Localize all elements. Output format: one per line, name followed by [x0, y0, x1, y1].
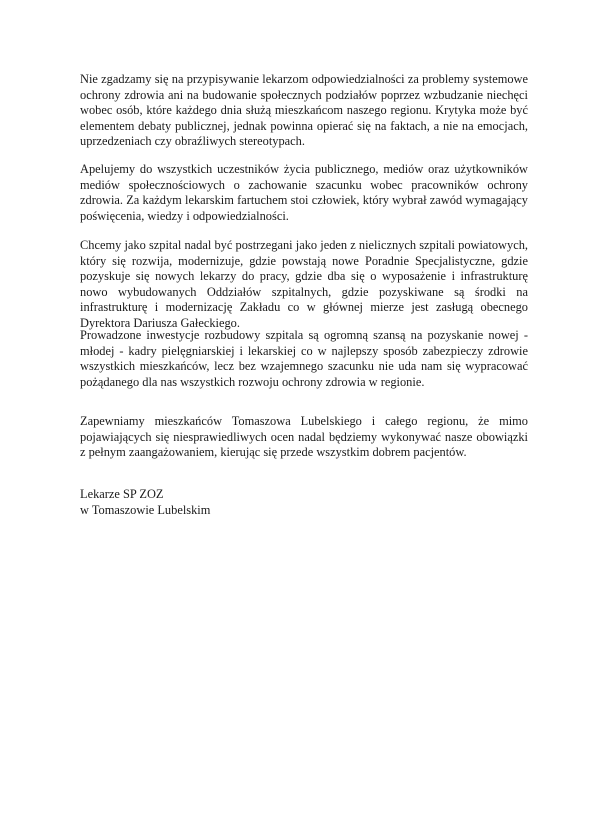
document-body: [80, 162, 528, 224]
document-body: [80, 72, 528, 150]
paragraph-assurance: Zapewniamy mieszkańców Tomaszowa Lubelskiego i całego regionu, że mimo pojawiających się niesprawiedliwych ocen nadal będziemy wykonywać nasze obowiązki z pełnym zaangażowaniem, kierując się przede wszystkim dobrem pacjentów.: [80, 414, 528, 460]
signature-block: [80, 487, 528, 518]
paragraph-appeal: Apelujemy do wszystkich uczestników życia publicznego, mediów oraz użytkowników mediów społecznościowych o zachowanie szacunku wobec pracowników ochrony zdrowia. Za każdym lekarskim fartuchem stoi człowiek, który wybrał zawód wymagający poświęcenia, wiedzy i odpowiedzialności.: [80, 162, 528, 223]
paragraph-hospital-development: Chcemy jako szpital nadal być postrzegani jako jeden z nielicznych szpitali powiatowych, który się rozwija, modernizuje, gdzie powstają nowe Poradnie Specjalistyczne, gdzie pozyskuje się nowych lekarzy do pracy, gdzie dba się o wyposażenie i infrastrukturę nowo wybudowanych Oddziałów szpitalnych, gdzie pozyskiwane są środki na infrastrukturę i modernizację Zakładu co w głównej mierze jest zasługą obecnego Dyrektora Dariusza Gałeckiego.: [80, 238, 528, 330]
document-body: [80, 238, 528, 332]
paragraph-criticism: Nie zgadzamy się na przypisywanie lekarzom odpowiedzialności za problemy systemowe ochrony zdrowia ani na budowanie społecznych podziałów poprzez wzbudzanie niechęci wobec osób, które każdego dnia służą mieszkańcom naszego regionu. Krytyka może być elementem debaty publicznej, jednak powinna opierać się na faktach, a nie na emocjach, uprzedzeniach czy obraźliwych stereotypach.: [80, 72, 528, 149]
signature-line-1: Lekarze SP ZOZ: [80, 487, 164, 501]
document-body: [80, 328, 528, 390]
document-body: [80, 414, 528, 461]
paragraph-investments: Prowadzone inwestycje rozbudowy szpitala są ogromną szansą na pozyskanie nowej - młodej - kadry pielęgniarskiej i lekarskiej co w najlepszy sposób zabezpieczy zdrowie wszystkich mieszkańców, lecz bez wzajemnego szacunku nie uda nam się wypracować pożądanego dla nas wszystkich rozwoju ochrony zdrowia w regionie.: [80, 328, 528, 389]
signature-line-2: w Tomaszowie Lubelskim: [80, 502, 211, 517]
